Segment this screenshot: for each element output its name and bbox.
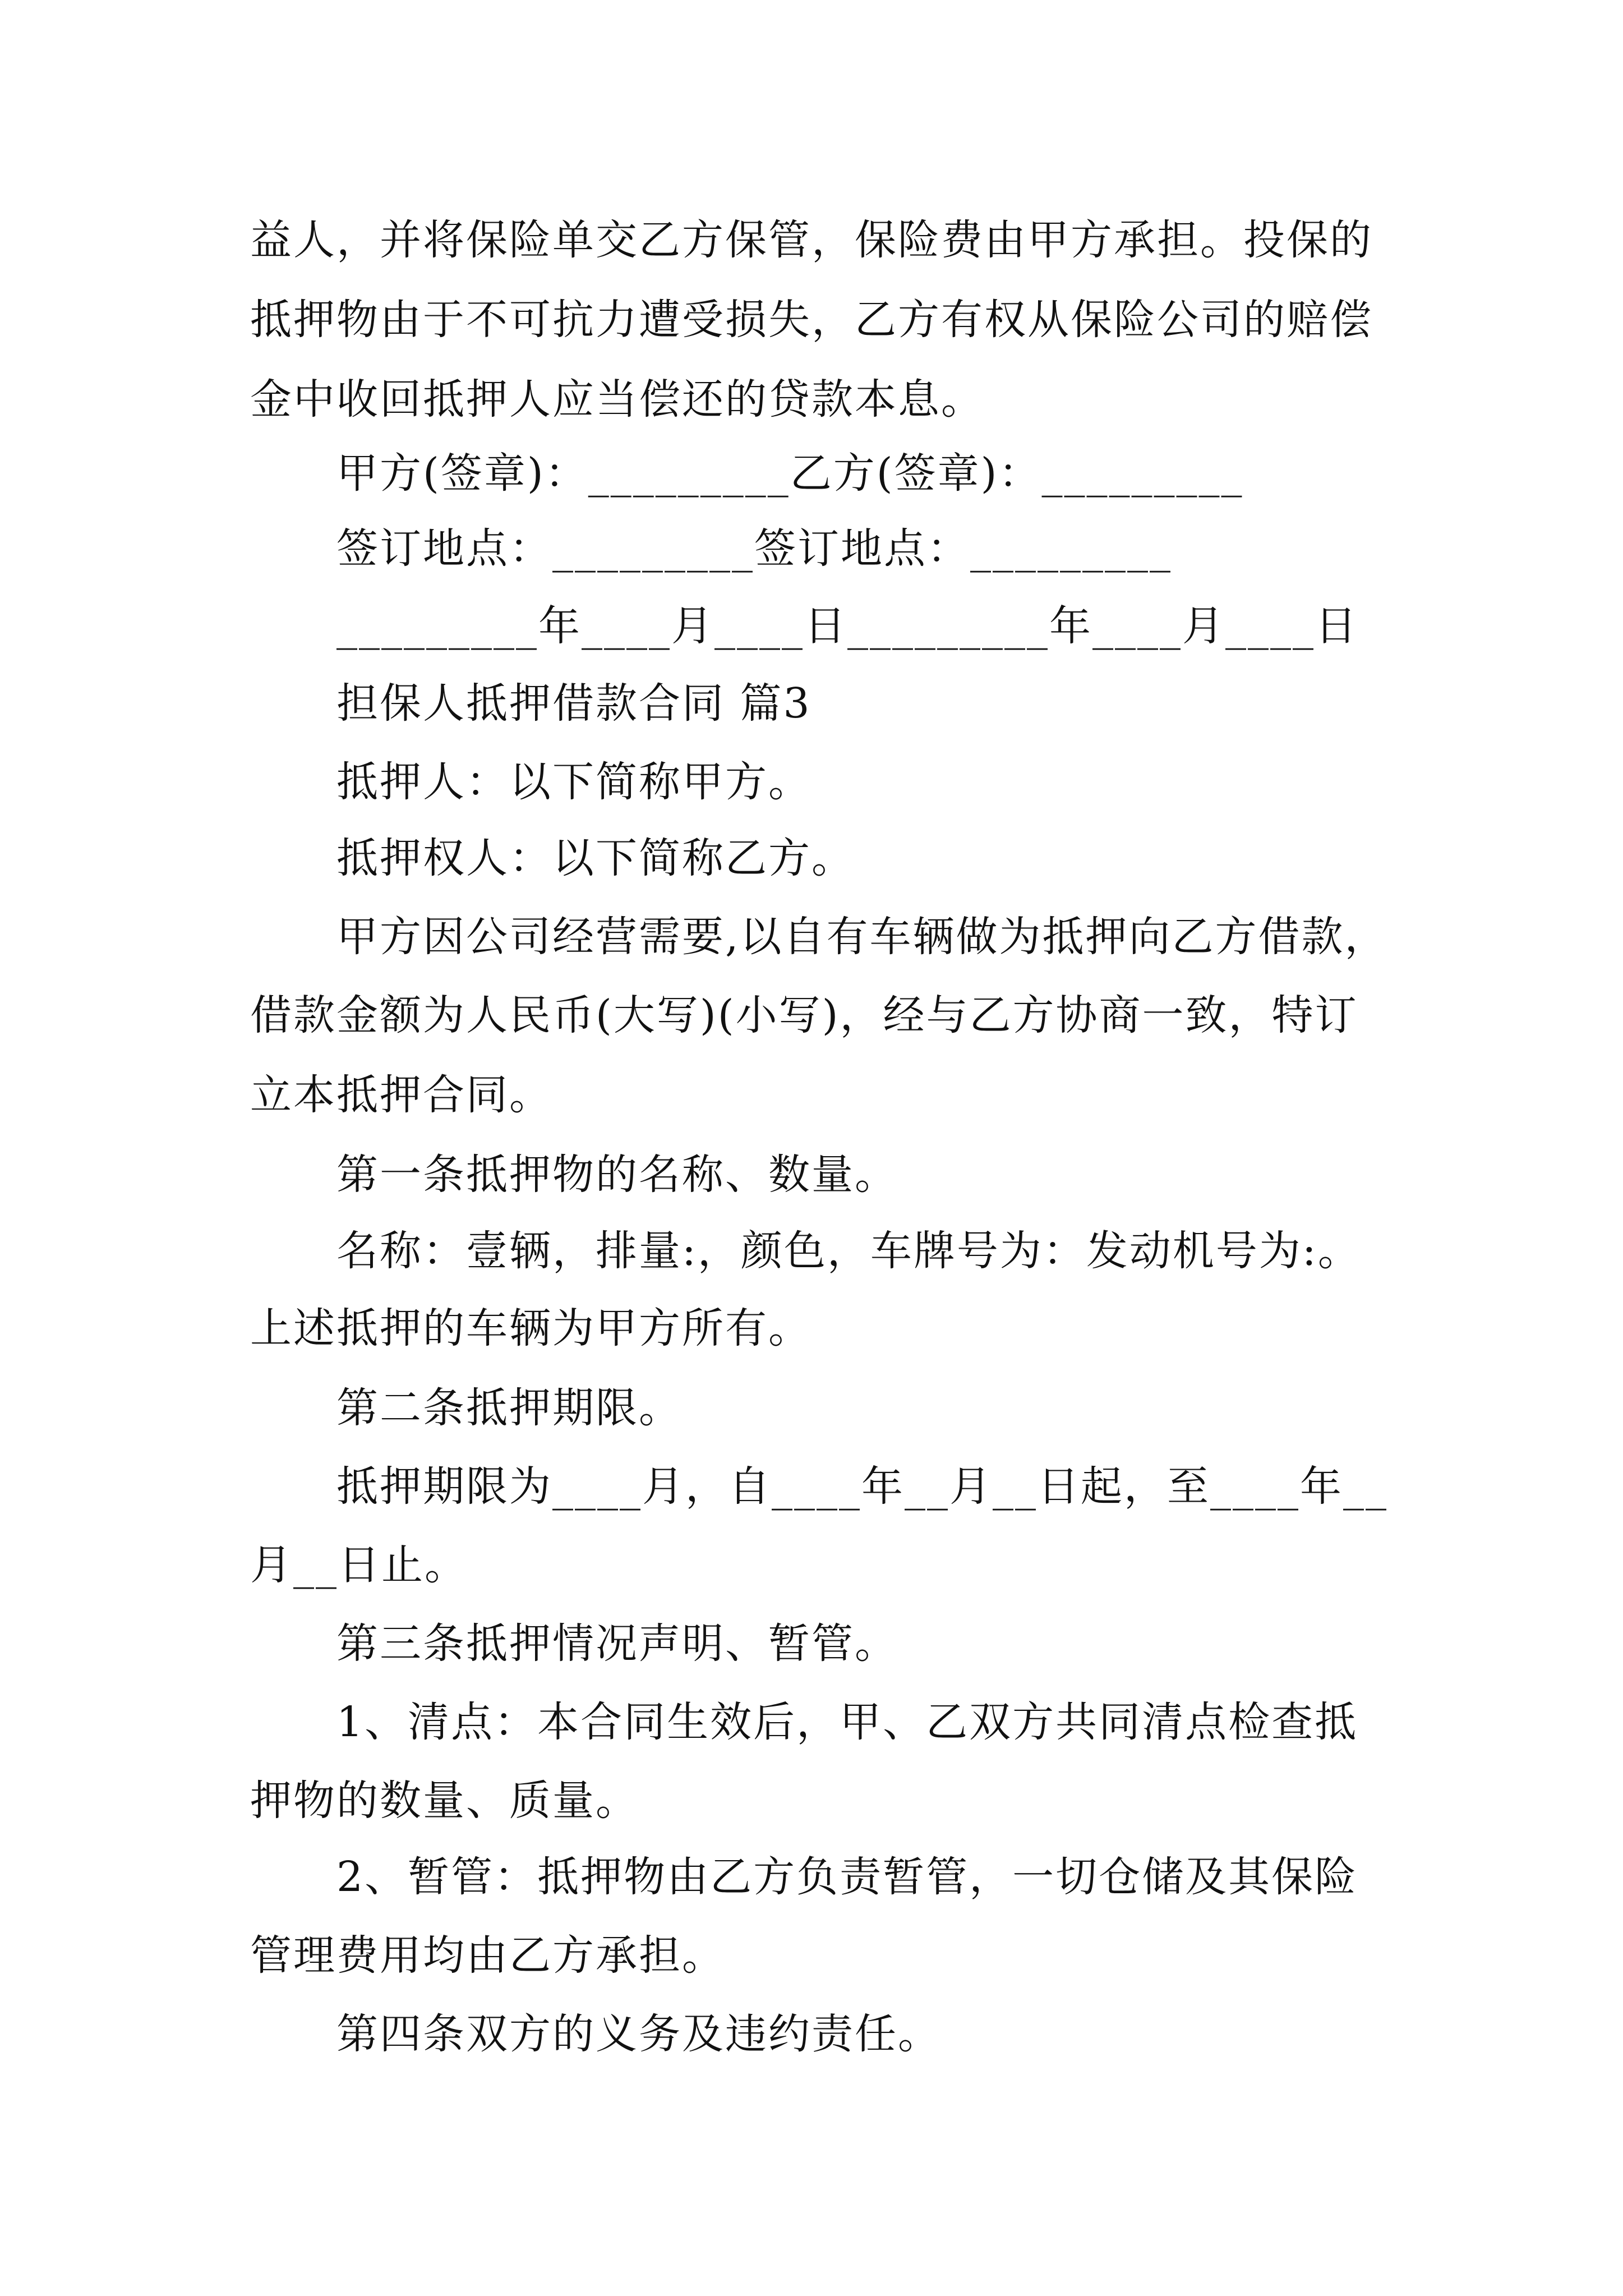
paragraph-line: 甲方因公司经营需要,以自有车辆做为抵押向乙方借款， xyxy=(336,913,1388,961)
paragraph-line: 名称：壹辆，排量:，颜色，车牌号为：发动机号为:。 xyxy=(336,1227,1361,1275)
paragraph-line: 抵押权人：以下简称乙方。 xyxy=(336,834,855,882)
paragraph-line: 1、清点：本合同生效后，甲、乙双方共同清点检查抵 xyxy=(336,1698,1358,1746)
paragraph-line: 金中收回抵押人应当偿还的贷款本息。 xyxy=(250,375,984,424)
paragraph-line: 管理费用均由乙方承担。 xyxy=(250,1931,725,1980)
paragraph-line: 2、暂管：抵押物由乙方负责暂管，一切仓储及其保险 xyxy=(336,1853,1358,1901)
paragraph-line: 抵押期限为____月，自____年__月__日起，至____年__ xyxy=(336,1462,1388,1511)
date-line: _________年____月____日_________年____月____日 xyxy=(336,602,1358,650)
paragraph-line: 上述抵押的车辆为甲方所有。 xyxy=(250,1304,811,1352)
section-heading: 担保人抵押借款合同 篇3 xyxy=(336,679,811,728)
article-heading: 第四条双方的义务及违约责任。 xyxy=(336,2010,941,2058)
signing-place-line: 签订地点：_________签订地点：_________ xyxy=(336,524,1172,573)
paragraph-line: 抵押人：以下简称甲方。 xyxy=(336,758,811,806)
paragraph-line: 月__日止。 xyxy=(250,1541,468,1589)
article-heading: 第一条抵押物的名称、数量。 xyxy=(336,1151,898,1199)
paragraph-line: 益人，并将保险单交乙方保管，保险费由甲方承担。投保的 xyxy=(250,216,1373,264)
paragraph-line: 抵押物由于不可抗力遭受损失，乙方有权从保险公司的赔偿 xyxy=(250,296,1373,344)
article-heading: 第三条抵押情况声明、暂管。 xyxy=(336,1619,898,1668)
signature-line: 甲方(签章)：_________乙方(签章)：_________ xyxy=(336,449,1244,498)
paragraph-line: 押物的数量、质量。 xyxy=(250,1777,639,1825)
article-heading: 第二条抵押期限。 xyxy=(336,1384,682,1432)
paragraph-line: 立本抵押合同。 xyxy=(250,1071,552,1119)
paragraph-line: 借款金额为人民币(大写)(小写)，经与乙方协商一致，特订 xyxy=(250,991,1358,1039)
